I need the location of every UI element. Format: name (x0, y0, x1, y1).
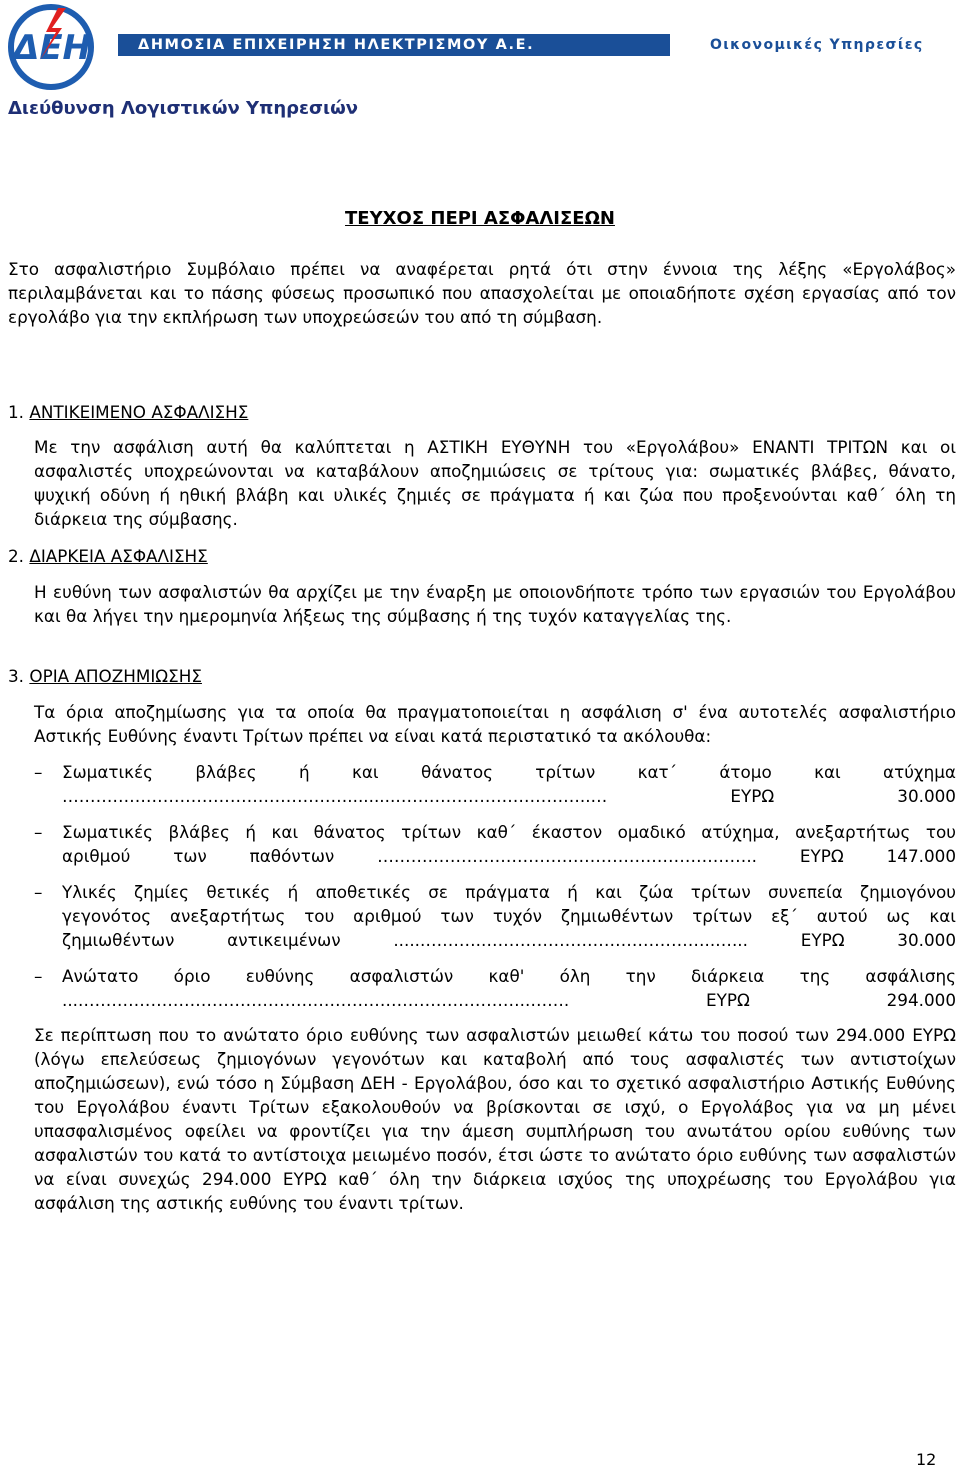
section-2-heading (8, 544, 208, 568)
limit-item-4 (62, 964, 956, 1012)
limit-description: Υλικές ζημίες θετικές ή αποθετικές σε πράγματα ή και ζώα τρίτων συνεπεία ζημιογόνου (62, 882, 956, 902)
company-banner (118, 34, 960, 56)
limit-item-2 (62, 820, 956, 868)
limit-description: Ανώτατο όριο ευθύνης ασφαλιστών καθ' όλη την διάρκεια της ασφάλισης (62, 966, 956, 986)
dei-logo-icon (6, 2, 96, 92)
company-name: ΔΗΜΟΣΙΑ ΕΠΙΧΕΙΡΗΣΗ ΗΛΕΚΤΡΙΣΜΟΥ Α.Ε. (138, 37, 535, 53)
section-3-heading (8, 664, 202, 688)
department-title: Διεύθυνση Λογιστικών Υπηρεσιών (8, 98, 358, 119)
section-title: ΔΙΑΡΚΕΙΑ ΑΣΦΑΛΙΣΗΣ (29, 546, 208, 566)
bullet-marker: – (34, 966, 43, 986)
limit-amount-line: …………………………………………….........……………………………..… ΕΥΡΩ 30.000 (62, 786, 956, 806)
bullet-marker: – (34, 822, 43, 842)
limit-amount-line: ....……………………………………………………………………..……. ΕΥΡΩ 294.000 (62, 990, 956, 1010)
closing-paragraph: Σε περίπτωση που το ανώτατο όριο ευθύνης των ασφαλιστών μειωθεί κάτω του ποσού των 294.000 ΕΥΡΩ (λόγω επελεύσεως ζημιογόνων γεγονότων και καταβολή από τους ασφαλιστές των αντιστοίχων αποζημιώσεων), ενώ τόσο η Σύμβαση ΔΕΗ - Εργολάβου, όσο και το σχετικό ασφαλιστήριο Αστικής Ευθύνης του Εργολάβου έναντι Τρίτων εξακολουθούν να βρίσκονται σε ισχύ, ο Εργολάβος για να μη μένει υπασφαλισμένος οφείλει να φροντίζει για την άμεση συμπλήρωση του ανωτάτου ορίου ευθύνης των ασφαλιστών του κατά το αντίστοιχα μειωμένο ποσόν, έτσι ώστε το ανώτατο όριο ευθύνης των ασφαλιστών να είναι συνεχώς 294.000 ΕΥΡΩ καθ΄ όλη την διάρκεια ισχύος της υποχρέωσης του Εργολάβου για ασφάλιση της αστικής ευθύνης του έναντι τρίτων. (34, 1025, 956, 1213)
division-label-box (630, 34, 960, 56)
section-title: ΟΡΙΑ ΑΠΟΖΗΜΙΩΣΗΣ (29, 666, 202, 686)
section-3-text: Τα όρια αποζημίωσης για τα οποία θα πραγματοποιείται η ασφάλιση σ' ένα αυτοτελές ασφαλιστήριο Αστικής Ευθύνης έναντι Τρίτων πρέπει να είναι κατά περιστατικό τα ακόλουθα: (34, 702, 956, 746)
section-2-text: Η ευθύνη των ασφαλιστών θα αρχίζει με την έναρξη με οποιονδήποτε τρόπο των εργασιών του Εργολάβου και θα λήγει την ημερομηνία λήξεως της σύμβασης ή της τυχόν καταγγελίας της. (34, 582, 956, 626)
svg-text:ΔΕΗ: ΔΕΗ (13, 28, 91, 68)
division-label: Οικονομικές Υπηρεσίες (710, 37, 924, 53)
section-number: 1. (8, 402, 25, 422)
intro-paragraph: Στο ασφαλιστήριο Συμβόλαιο πρέπει να αναφέρεται ρητά ότι στην έννοια της λέξης «Εργολάβος» περιλαμβάνεται και το πάσης φύσεως προσωπικό που απασχολείται με οποιαδήποτε σχέση εργασίας από τον εργολάβο για την εκπλήρωση των υποχρεώσεών του από τη σύμβαση. (8, 259, 956, 327)
section-1-heading (8, 400, 248, 424)
page-header (0, 0, 960, 95)
section-number: 3. (8, 666, 25, 686)
limit-description: Σωματικές βλάβες ή και θάνατος τρίτων κατ΄ άτομο και ατύχημα (62, 762, 956, 782)
page-number: 12 (916, 1450, 937, 1469)
limit-item-3 (62, 880, 956, 952)
section-1-text: Με την ασφάλιση αυτή θα καλύπτεται η ΑΣΤΙΚΗ ΕΥΘΥΝΗ του «Εργολάβου» ΕΝΑΝΤΙ ΤΡΙΤΩΝ και οι ασφαλιστές υποχρεώνονται να καταβάλουν αποζημιώσεις σε τρίτους για: σωματικές βλάβες, θάνατο, ψυχική οδύνη ή ηθική βλάβη και υλικές ζημιές σε πράγματα ή και ζώα που προξενούνται καθ΄ όλη τη διάρκεια της σύμβασης. (34, 437, 956, 529)
bullet-marker: – (34, 762, 43, 782)
section-number: 2. (8, 546, 25, 566)
document-title: ΤΕΥΧΟΣ ΠΕΡΙ ΑΣΦΑΛΙΣΕΩΝ (345, 208, 615, 229)
bullet-marker: – (34, 882, 43, 902)
section-title: ΑΝΤΙΚΕΙΜΕΝΟ ΑΣΦΑΛΙΣΗΣ (29, 402, 249, 422)
limit-item-1 (62, 760, 956, 808)
limit-description-cont: γεγονότος ανεξαρτήτως του αριθμού των τυχόν ζημιωθέντων τρίτων εξ΄ αυτού ως και (62, 906, 956, 926)
limit-description: Σωματικές βλάβες ή και θάνατος τρίτων καθ΄ έκαστον ομαδικό ατύχημα, ανεξαρτήτως του (62, 822, 956, 842)
limit-amount-line: ζημιωθέντων αντικειμένων ......………..…………………………………..…... ΕΥΡΩ 30.000 (62, 930, 956, 950)
limit-amount-line: αριθμού των παθόντων ………………………………………………………….. ΕΥΡΩ 147.000 (62, 846, 956, 866)
